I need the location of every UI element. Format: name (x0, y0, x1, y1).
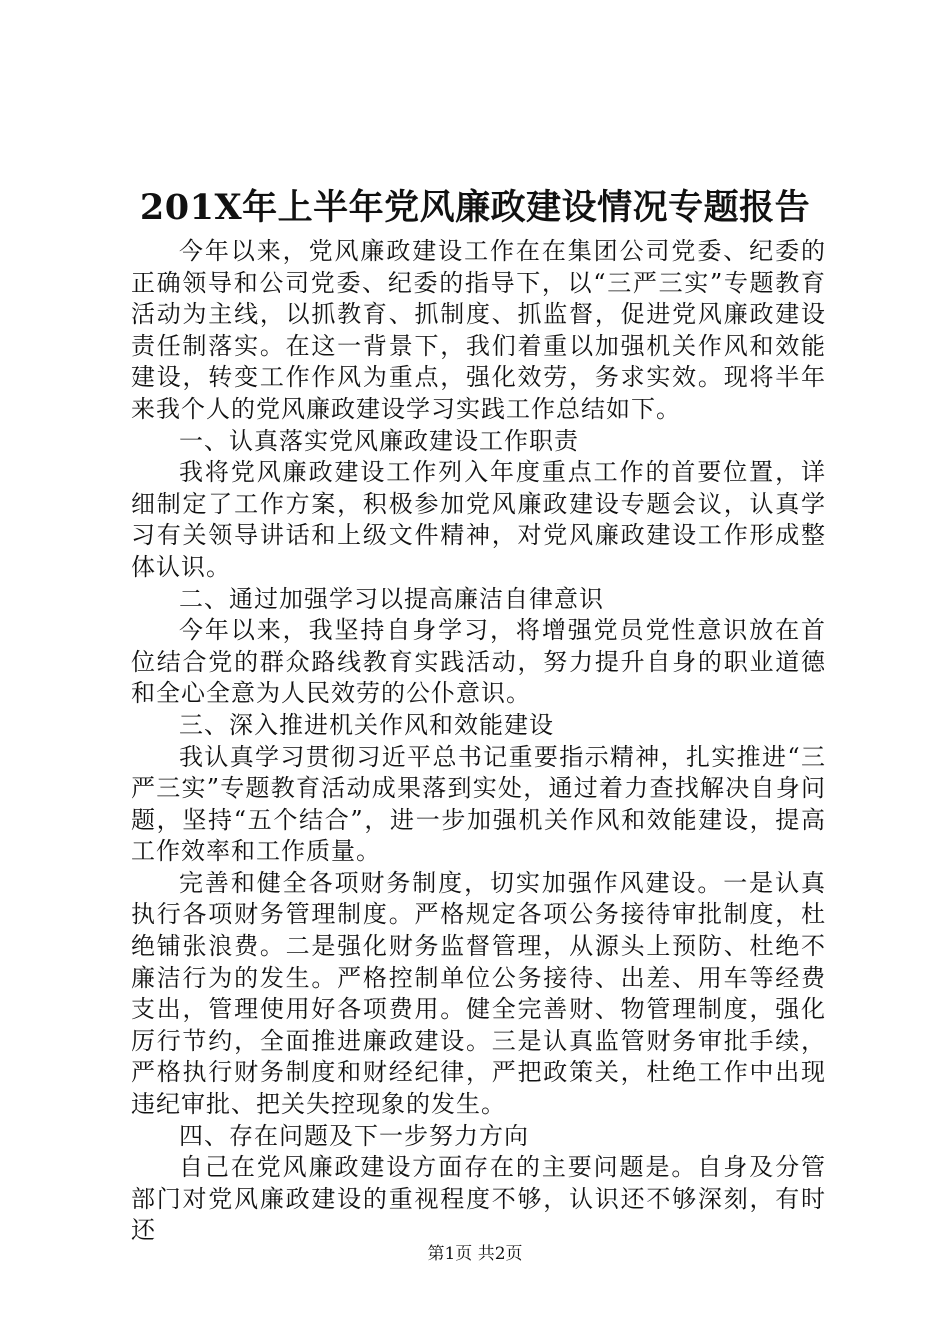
section-heading-4: 四、存在问题及下一步努力方向 (179, 1121, 529, 1150)
section-heading-2: 二、通过加强学习以提高廉洁自律意识 (179, 584, 604, 613)
finance-paragraph: 完善和健全各项财务制度，切实加强作风建设。一是认真执行各项财务管理制度。严格规定各项公务接待审批制度，杜绝铺张浪费。二是强化财务监督管理，从源头上预防、杜绝不廉洁行为的发生。严格控制单位公务接待、出差、用车等经费支出，管理使用好各项费用。健全完善财、物管理制度，强化厉行节约，全面推进廉政建设。三是认真监管财务审批手续，严格执行财务制度和财经纪律，严把政策关，杜绝工作中出现违纪审批、把关失控现象的发生。 (131, 868, 826, 1119)
section-4-paragraph: 自己在党风廉政建设方面存在的主要问题是。自身及分管部门对党风廉政建设的重视程度不够，认识还不够深刻，有时还 (131, 1153, 826, 1245)
section-3-paragraph: 我认真学习贯彻习近平总书记重要指示精神，扎实推进“三严三实”专题教育活动成果落到实处，通过着力查找解决自身问题，坚持“五个结合”，进一步加强机关作风和效能建设，提高工作效率和工作质量。 (131, 742, 826, 866)
section-2-paragraph: 今年以来，我坚持自身学习，将增强党员党性意识放在首位结合党的群众路线教育实践活动，努力提升自身的职业道德和全心全意为人民效劳的公仆意识。 (131, 616, 826, 708)
section-1-paragraph: 我将党风廉政建设工作列入年度重点工作的首要位置，详细制定了工作方案，积极参加党风廉政建设专题会议，认真学习有关领导讲话和上级文件精神，对党风廉政建设工作形成整体认识。 (131, 458, 826, 581)
section-heading-3: 三、深入推进机关作风和效能建设 (179, 710, 554, 739)
document-body (131, 236, 826, 1247)
section-heading-1: 一、认真落实党风廉政建设工作职责 (179, 426, 579, 455)
document-title: 201X年上半年党风廉政建设情况专题报告 (139, 187, 811, 228)
page-number-footer: 第1页 共2页 (427, 1244, 523, 1264)
intro-paragraph: 今年以来，党风廉政建设工作在在集团公司党委、纪委的正确领导和公司党委、纪委的指导下，以“三严三实”专题教育活动为主线，以抓教育、抓制度、抓监督，促进党风廉政建设责任制落实。在这一背景下，我们着重以加强机关作风和效能建设，转变工作作风为重点，强化效劳，务求实效。现将半年来我个人的党风廉政建设学习实践工作总结如下。 (131, 237, 826, 423)
